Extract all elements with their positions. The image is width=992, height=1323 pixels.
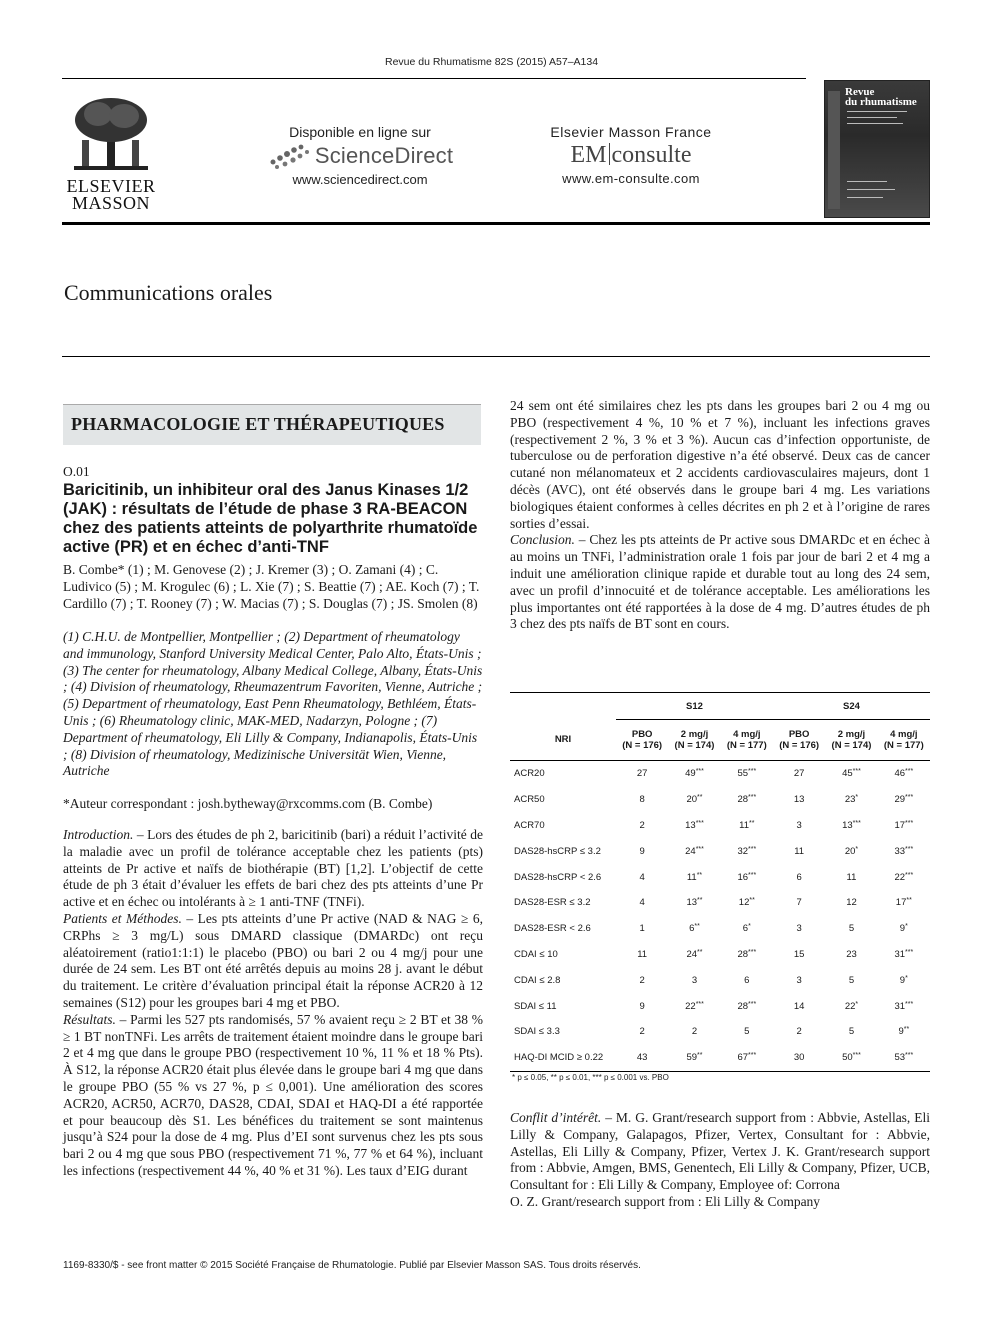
significance-marker: ** [697,794,703,802]
row-label: DAS28-ESR ≤ 3.2 [514,897,591,909]
table-cell: 5 [848,923,855,935]
cover-title: Revue du rhumatisme [845,86,917,108]
significance-marker: * [748,923,751,931]
abstract-body-left [63,827,483,1180]
table-cell: 6 [796,871,802,883]
table-cell: 14 [793,1000,805,1012]
table-cell: 2 [639,974,645,986]
row-label: SDAI ≤ 11 [514,1000,557,1012]
row-label: HAQ-DI MCID ≥ 0.22 [510,1045,616,1071]
table-cell: 8 [639,794,645,806]
significance-marker: *** [748,845,757,853]
column-header: 4 mg/j (N = 177) [878,720,930,761]
table-row [510,1019,930,1045]
table-cell: 33*** [894,845,914,857]
table-cell: 45*** [842,768,861,780]
column-header: PBO (N = 176) [616,720,668,761]
table-row [510,1045,930,1071]
row-label: ACR50 [514,794,545,806]
table-cell: 12** [738,897,755,909]
table-cell: 5 [744,1026,750,1038]
significance-marker: * [905,923,908,931]
row-label: DAS28-ESR < 2.6 [514,923,591,935]
table-cell: 27 [793,768,805,780]
table-cell: 22*** [685,1000,704,1012]
table-cell: 3 [796,923,802,935]
significance-marker: *** [852,819,861,827]
masson-wordmark: MASSON [71,193,151,213]
table-row [510,761,930,787]
significance-marker: *** [695,1000,704,1008]
methods-paragraph: Patients et Méthodes. – Les pts atteints d’une Pr active (NAD & NAG ≥ 6, CRPhs ≥ 3 mg/L) sous DMARD classique (DMARDc) ont reçu aléatoirement (ratio1:1:1) le placebo (PBO) ou bari 2 ou 4 mg/j pour une durée de 24 sem. Les BT ont été arrêtés depuis au moins 28 j. avant le début du traitement. Le critère d’évaluation principal était la réponse ACR20 à 12 semaines (S12) pour les groupes bari 4 mg et PBO. [63,910,483,1010]
table-row [510,787,930,813]
table-cell: 2 [691,1026,698,1038]
table-row [510,916,930,942]
significance-marker: *** [905,819,914,827]
abstract-authors: B. Combe* (1) ; M. Genovese (2) ; J. Kremer (3) ; O. Zamani (4) ; C. Ludivico (5) ; M. Krogulec (6) ; L. Xie (7) ; S. Beattie (7) ; AE. Koch (7) ; T. Cardillo (7) ; T. Rooney (7) ; W. Macias (7) ; S. Douglas (7) ; JS. Smolen (8) [63,562,480,611]
table-cell: 23* [844,794,859,806]
section-heading: Communications orales [64,280,273,305]
sciencedirect-block [262,124,458,187]
header-thick-rule [62,222,930,225]
abstract-number: O.01 [63,464,90,479]
elsevier-tree-icon [70,96,152,174]
significance-marker: ** [749,819,755,827]
column-header: PBO (N = 176) [773,720,825,761]
significance-marker: ** [697,1052,703,1060]
significance-marker: ** [694,923,700,931]
table-cell: 20* [844,845,859,857]
significance-marker: ** [749,897,755,905]
table-cell: 43 [616,1045,668,1071]
table-cell: 5 [848,974,855,986]
significance-marker: ** [696,871,703,879]
table-cell: 6* [742,923,751,935]
elsevier-wordmark: ELSEVIER [66,176,156,196]
table-cell: 3 [796,974,802,986]
significance-marker: ** [697,897,703,905]
significance-marker: *** [905,768,914,776]
significance-marker: *** [695,845,704,853]
abstract-affiliations: (1) C.H.U. de Montpellier, Montpellier ; (2) Department of rheumatology and immunology, Stanford University Medical Center, Palo Alto, États-Unis ; (3) The center for rheumatology, Albany Medical College, Albany, États-Unis ; (4) Division of rheumatology, Rheumazentrum Favoriten, Vienne, Autriche ; (5) Department of rheumatology, East Penn Rheumatology, Bethléem, États-Unis ; (6) Rheumatology clinic, MAK-MED, Nadarzyn, Pologne ; (7) Department of rheumatology, Eli Lilly & Company, Indianapolis, États-Unis ; (8) Division of rheumatology, Medizinische Universität Wien, Vienne, Autriche [63,629,483,779]
table-cell: 11 [794,845,805,857]
group-header-s24: S24 [773,693,930,720]
table-corner [510,693,616,720]
table-cell: 16*** [737,871,757,883]
table-row [510,813,930,839]
table-cell: 4 [639,897,645,909]
significance-marker: *** [852,1052,861,1060]
significance-marker: *** [905,794,914,802]
table-cell: 7 [796,897,802,909]
table-cell: 17** [895,897,912,909]
table-cell: 13*** [685,819,704,831]
significance-marker: *** [695,819,704,827]
significance-marker: *** [748,768,757,776]
table-cell: 11 [637,948,648,960]
significance-marker: *** [905,1052,914,1060]
table-cell: 11** [686,871,703,883]
row-label: ACR70 [514,819,545,831]
em-logo-right: consulte [611,142,692,168]
table-cell: 15 [793,948,805,960]
significance-marker: *** [905,871,914,879]
emconsulte-logo [540,142,722,169]
table-cell: 3 [691,974,698,986]
emconsulte-url[interactable]: www.em-consulte.com [562,171,700,186]
table-cell: 49*** [685,768,704,780]
table-row [510,942,930,968]
row-label: CDAI ≤ 10 [514,948,558,960]
significance-marker: * [855,1000,859,1008]
table-cell: 1 [639,923,645,935]
row-label: CDAI ≤ 2.8 [514,974,561,986]
abstract-title: Baricitinib, un inhibiteur oral des Janus Kinases 1/2 (JAK) : résultats de l’étude de phase 3 RA-BEACON chez des patients atteints de polyarthrite rhumatoïde active (PR) et en échec d’anti-TNF [63,481,478,556]
significance-marker: *** [905,948,914,956]
table-cell: 28*** [737,1000,757,1012]
table-row [510,890,930,916]
sciencedirect-dots-icon [267,142,311,170]
row-label: DAS28-hsCRP < 2.6 [514,871,602,883]
conflict-paragraph-2: O. Z. Grant/research support from : Eli Lilly & Company [510,1193,821,1209]
row-label: ACR20 [514,768,545,780]
table-cell: 9* [899,923,908,935]
significance-marker: *** [748,871,757,879]
em-logo-left: EM [570,142,607,168]
significance-marker: ** [906,897,912,905]
corner-label: NRI [510,720,616,761]
table-cell: 30 [773,1045,825,1071]
significance-marker: * [855,845,859,853]
table-footnote: * p ≤ 0.05, ** p ≤ 0.01, *** p ≤ 0.001 vs. PBO [512,1073,669,1082]
table-cell: 17*** [894,819,914,831]
table-cell: 11 [846,871,857,883]
journal-cover [824,80,930,218]
table-cell: 22* [844,1000,859,1012]
table-cell: 50*** [825,1045,877,1071]
emconsulte-block [540,124,722,186]
table-cell: 9 [639,1000,645,1012]
table-row [510,967,930,993]
significance-marker: * [905,974,908,982]
table-cell: 2 [639,819,645,831]
significance-marker: *** [748,1052,757,1060]
table-cell: 46*** [894,768,914,780]
table-cell: 2 [796,1026,802,1038]
table-cell: 12 [846,897,857,909]
em-publisher-name: Elsevier Masson France [550,124,712,140]
table-cell: 11** [739,819,755,831]
table-cell: 13*** [842,819,861,831]
table-cell: 24*** [685,845,704,857]
significance-marker: *** [695,768,704,776]
category-banner [63,404,481,445]
table-row [510,993,930,1019]
sciencedirect-availability: Disponible en ligne sur [289,124,431,140]
table-cell: 28*** [737,948,757,960]
sciencedirect-url[interactable]: www.sciencedirect.com [292,172,428,187]
header-rule [62,78,806,79]
table-row [510,838,930,864]
table-cell: 2 [639,1026,645,1038]
table-cell: 31*** [894,948,914,960]
significance-marker: *** [748,1000,757,1008]
table-cell: 13** [686,897,703,909]
sciencedirect-wordmark: ScienceDirect [314,143,454,168]
table-cell: 13 [793,794,805,806]
results-continued: 24 sem ont été similaires chez les pts dans les groupes bari 2 ou 4 mg ou PBO (respectivement 4 %, 10 % et 7 %), incluant les infections graves (respectivement 2 %, 3 % et 3 %). Aucun cas d’infection opportuniste, de tuberculose ou de perforation digestive n’a été observé. Deux cas de cancer cutané non mélanomateux et 2 accidents cardiovasculaires majeurs, dont 1 décès (AVC), ont été observés dans le groupe bari 4 mg. Les variations biologiques étaient conformes à celles décrites en ph 2 et à l’origine de rares sorties d’essai. [510,398,930,531]
abstract-body-right [510,398,930,633]
corresponding-author: *Auteur correspondant : josh.bytheway@rxcomms.com (B. Combe) [63,796,433,811]
table-cell: 24** [686,948,703,960]
table-cell: 22*** [894,871,914,883]
table-cell: 67*** [721,1045,773,1071]
column-header: 2 mg/j (N = 174) [825,720,877,761]
row-label: SDAI ≤ 3.3 [514,1026,560,1038]
conflict-of-interest [510,1110,930,1211]
table-cell: 29*** [894,794,914,806]
table-cell: 9* [899,974,908,986]
column-header: 4 mg/j (N = 177) [721,720,773,761]
significance-marker: * [855,794,859,802]
significance-marker: ** [903,1026,910,1034]
column-header: 2 mg/j (N = 174) [668,720,720,761]
table-cell: 53*** [878,1045,930,1071]
table-cell: 20** [686,794,703,806]
table-cell: 4 [639,871,645,883]
significance-marker: *** [748,794,757,802]
table-cell: 6** [689,923,700,935]
category-title: PHARMACOLOGIE ET THÉRAPEUTIQUES [71,414,445,434]
conflict-paragraph: Conflit d’intérêt. – M. G. Grant/research support from : Abbvie, Astellas, Eli Lilly & Company, Galapagos, Pfizer, Vertex, Consultant for : Abbvie, Astellas, Eli Lilly & Company, Pfizer, Vertex J. K. Grant/research support from : Abbvie, Amgen, BMS, Genentech, Eli Lilly & Company, Pfizer, UCB, Consultant for : Eli Lilly & Company, Employee of: Corrona [510,1110,930,1193]
introduction-paragraph: Introduction. – Lors des études de ph 2, baricitinib (bari) a réduit l’activité de la maladie avec un profil de tolérance acceptable chez les patients (pts) atteints de Pr active et naïfs de biothérapie (BT) [1,2]. L’objectif de cette étude de ph 3 était d’évaluer les effets de bari chez des pts atteints d’une Pr active et en échec ou intolérants à ≥ 1 anti-TNF (TNFi). [63,827,483,910]
significance-marker: *** [852,768,861,776]
table-cell: 55*** [737,768,757,780]
table-cell: 32*** [737,845,757,857]
conclusion-paragraph: Conclusion. – Chez les pts atteints de Pr active sous DMARDc et en échec à au moins un TNFi, l’administration orale 1 fois par jour de bari 2 et 4 mg a induit une amélioration clinique rapide et durable tout au long des 24 sem, avec un profil d’innocuité et de tolérance acceptable. Les améliorations les plus importantes ont été rapportées à la dose de 4 mg. D’autres études de ph 3 chez des pts naïfs de BT sont en cours. [510,532,930,632]
table-cell: 6 [744,974,750,986]
page-footer: 1169-8330/$ - see front matter © 2015 Société Française de Rhumatologie. Publié par Elsevier Masson SAS. Tous droits réservés. [63,1260,641,1271]
table-cell: 9** [898,1026,910,1038]
table-cell: 9 [639,845,645,857]
journal-reference: Revue du Rhumatisme 82S (2015) A57–A134 [385,56,599,68]
table-cell: 23 [846,948,857,960]
table-cell: 27 [636,768,648,780]
significance-marker: *** [905,845,914,853]
table-cell: 59** [668,1045,720,1071]
results-paragraph: Résultats. – Parmi les 527 pts randomisés, 57 % avaient reçu ≥ 2 BT et 38 % ≥ 1 BT nonTNFi. Les arrêts de traitement étaient moindre dans le groupe bari 2 et 4 mg que dans le groupe PBO (respectivement 10 %, 11 % et 18 % Pts). À S12, la réponse ACR20 était plus élevée dans le groupe bari 4 mg que dans le groupe PBO (55 % vs 27 %, p ≤ 0,001). Une amélioration des scores ACR20, ACR50, ACR70, DAS28, CDAI, SDAI et HAQ-DI a été rapportée et pour beaucoup dès S1. Les bénéfices du traitement se sont maintenus jusqu’à S24 pour la dose de 4 mg. Plus d’EI sont survenus chez les pts sous bari 2 ou 4 mg que sous PBO (respectivement 71 %, 77 % et 64 %), incluant les infections (respectivement 44 %, 40 % et 31 %). Les taux d’EIG durant [63,1011,483,1178]
table-cell: 31*** [894,1000,914,1012]
cover-spine [828,91,840,209]
section-rule [62,356,930,357]
significance-marker: ** [697,948,703,956]
group-header-s12: S12 [616,693,773,720]
table-cell: 5 [848,1026,855,1038]
elsevier-logo [62,96,160,214]
significance-marker: *** [905,1000,914,1008]
table-row [510,864,930,890]
row-label: DAS28-hsCRP ≤ 3.2 [514,845,601,857]
significance-marker: *** [748,948,757,956]
table-cell: 3 [796,819,802,831]
table-cell: 28*** [737,794,757,806]
results-table [510,692,930,1072]
